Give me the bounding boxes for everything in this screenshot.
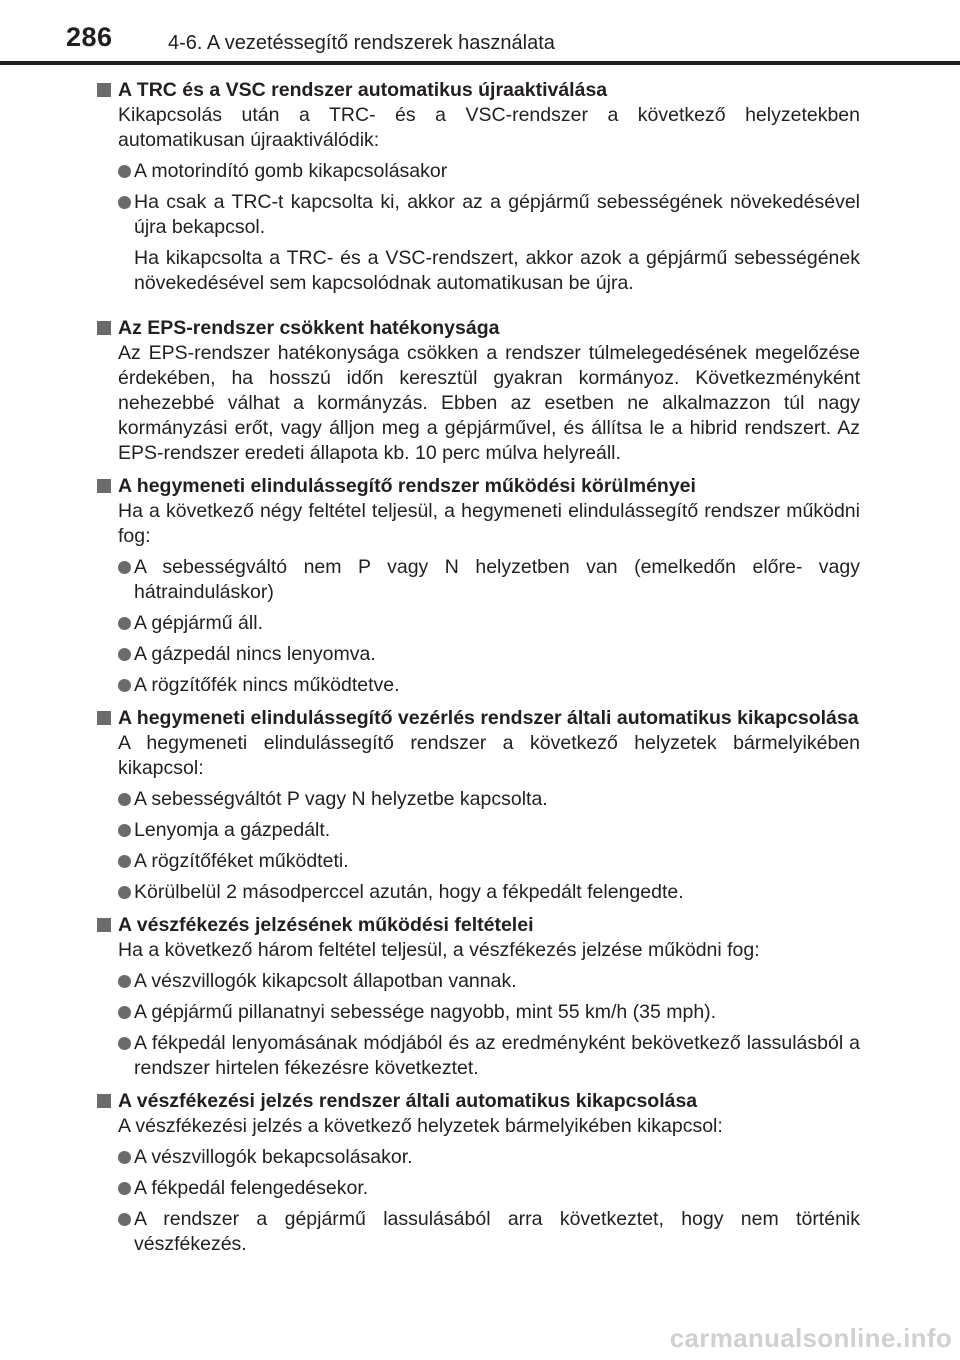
- list-item-text: A gépjármű áll.: [134, 611, 263, 634]
- section-title: 4-6. A vezetéssegítő rendszerek használata: [168, 32, 555, 54]
- section-heading-text: A vészfékezési jelzés rendszer általi automatikus kikapcsolása: [118, 1089, 698, 1112]
- list-item-text: A sebességváltó nem P vagy N helyzetben van (emelkedőn előre- vagy hátrainduláskor): [134, 555, 860, 603]
- round-bullet-icon: [118, 1182, 131, 1195]
- list-item-text: A rögzítőféket működteti.: [134, 849, 349, 872]
- list-item-text: A vészvillogók bekapcsolásakor.: [134, 1145, 413, 1168]
- list-item-text: Ha csak a TRC-t kapcsolta ki, akkor az a gépjármű sebességének növekedésével újra bekapcsol.: [134, 191, 860, 238]
- section-heading-text: A hegymeneti elindulássegítő rendszer működési körülményei: [118, 474, 696, 497]
- section-intro: Kikapcsolás után a TRC- és a VSC-rendszer a következő helyzetekben automatikusan újraaktiválódik:: [118, 104, 860, 151]
- section-intro: Az EPS-rendszer hatékonysága csökken a rendszer túlmelegedésének megelőzése érdekében, ha hosszú időn keresztül gyakran kormányoz. Következményként nehezebbé válhat a kormányzás. Ebben az esetben ne alkalmazzon túl nagy kormányzási erőt, vagy álljon meg a gépjárművel, és állítsa le a hibrid rendszert. Az EPS-rendszer eredeti állapota kb. 10 perc múlva helyreáll.: [118, 341, 860, 464]
- round-bullet-icon: [118, 886, 131, 899]
- section-intro: A hegymeneti elindulássegítő rendszer a következő helyzetek bármelyikében kikapcsol:: [118, 731, 860, 779]
- section-intro: Ha a következő négy feltétel teljesül, a hegymeneti elindulássegítő rendszer működni fog:: [118, 499, 860, 547]
- list-item: [96, 611, 860, 636]
- section-heading: [96, 913, 860, 938]
- section-intro: A vészfékezési jelzés a következő helyzetek bármelyikében kikapcsol:: [118, 1114, 723, 1137]
- list-item: [96, 1000, 860, 1025]
- section-heading: [96, 78, 860, 103]
- square-bullet-icon: [97, 479, 111, 493]
- page-header: [0, 0, 960, 66]
- list-item: [96, 880, 860, 905]
- list-item-text: Körülbelül 2 másodperccel azután, hogy a fékpedált felengedte.: [134, 880, 684, 903]
- section-intro: Ha a következő három feltétel teljesül, a vészfékezés jelzése működni fog:: [118, 938, 760, 961]
- round-bullet-icon: [118, 824, 131, 837]
- list-item: [96, 1176, 860, 1201]
- section-emergency-brake-signal-conditions: [96, 913, 860, 1081]
- list-item-text: A rendszer a gépjármű lassulásából arra következtet, hogy nem történik vészfékezés.: [134, 1207, 860, 1255]
- list-item: [96, 1207, 860, 1257]
- list-item: [96, 673, 860, 698]
- section-heading-text: A vészfékezés jelzésének működési feltételei: [118, 913, 534, 936]
- round-bullet-icon: [118, 196, 131, 209]
- list-item-text: A rögzítőfék nincs működtetve.: [134, 673, 400, 696]
- page-body: [96, 78, 860, 1265]
- list-item: [96, 849, 860, 874]
- list-item: [96, 818, 860, 843]
- list-item-text: A gázpedál nincs lenyomva.: [134, 642, 376, 665]
- list-item: [96, 969, 860, 994]
- list-item-text: Lenyomja a gázpedált.: [134, 818, 331, 841]
- list-item-note: Ha kikapcsolta a TRC- és a VSC-rendszert, akkor azok a gépjármű sebességének növekedésével sem kapcsolódnak automatikusan be újra.: [134, 247, 860, 294]
- round-bullet-icon: [118, 975, 131, 988]
- section-heading: [96, 706, 860, 731]
- round-bullet-icon: [118, 679, 131, 692]
- section-emergency-brake-signal-auto-off: [96, 1089, 860, 1257]
- list-item: [96, 159, 860, 184]
- round-bullet-icon: [118, 561, 131, 574]
- list-item-text: A gépjármű pillanatnyi sebessége nagyobb, mint 55 km/h (35 mph).: [134, 1000, 717, 1023]
- watermark: carmanualsonline.info: [669, 1323, 952, 1353]
- square-bullet-icon: [97, 1094, 111, 1108]
- section-heading: [96, 1089, 860, 1114]
- round-bullet-icon: [118, 1006, 131, 1019]
- round-bullet-icon: [118, 1213, 131, 1226]
- list-item-text: A vészvillogók kikapcsolt állapotban vannak.: [134, 969, 517, 992]
- list-item: [96, 1031, 860, 1081]
- section-heading: [96, 474, 860, 499]
- page-number: 286: [66, 22, 113, 52]
- round-bullet-icon: [118, 165, 131, 178]
- list-item: [96, 555, 860, 605]
- section-eps-efficiency: [96, 316, 860, 466]
- header-divider: [0, 61, 960, 65]
- round-bullet-icon: [118, 1037, 131, 1050]
- list-item-text: A fékpedál felengedésekor.: [134, 1176, 369, 1199]
- section-trc-vsc-reactivation: [96, 78, 860, 296]
- round-bullet-icon: [118, 648, 131, 661]
- round-bullet-icon: [118, 793, 131, 806]
- list-item-text: A motorindító gomb kikapcsolásakor: [134, 160, 448, 182]
- section-heading-text: A TRC és a VSC rendszer automatikus újraaktiválása: [118, 79, 608, 101]
- section-hill-start-auto-off: [96, 706, 860, 905]
- round-bullet-icon: [118, 1151, 131, 1164]
- list-item: [96, 642, 860, 667]
- list-item: [96, 787, 860, 812]
- list-item: [96, 190, 860, 240]
- square-bullet-icon: [97, 918, 111, 932]
- section-heading-text: A hegymeneti elindulássegítő vezérlés rendszer általi automatikus kikapcsolása: [118, 706, 859, 729]
- section-heading-text: Az EPS-rendszer csökkent hatékonysága: [118, 316, 500, 339]
- round-bullet-icon: [118, 855, 131, 868]
- section-hill-start-conditions: [96, 474, 860, 698]
- round-bullet-icon: [118, 617, 131, 630]
- square-bullet-icon: [97, 321, 111, 335]
- list-item-text: A fékpedál lenyomásának módjából és az eredményként bekövetkező lassulásból a rendszer hirtelen fékezésre következtet.: [134, 1031, 860, 1079]
- section-heading: [96, 316, 860, 341]
- square-bullet-icon: [97, 83, 111, 97]
- list-item-text: A sebességváltót P vagy N helyzetbe kapcsolta.: [134, 787, 548, 810]
- square-bullet-icon: [97, 711, 111, 725]
- list-item: [96, 1145, 860, 1170]
